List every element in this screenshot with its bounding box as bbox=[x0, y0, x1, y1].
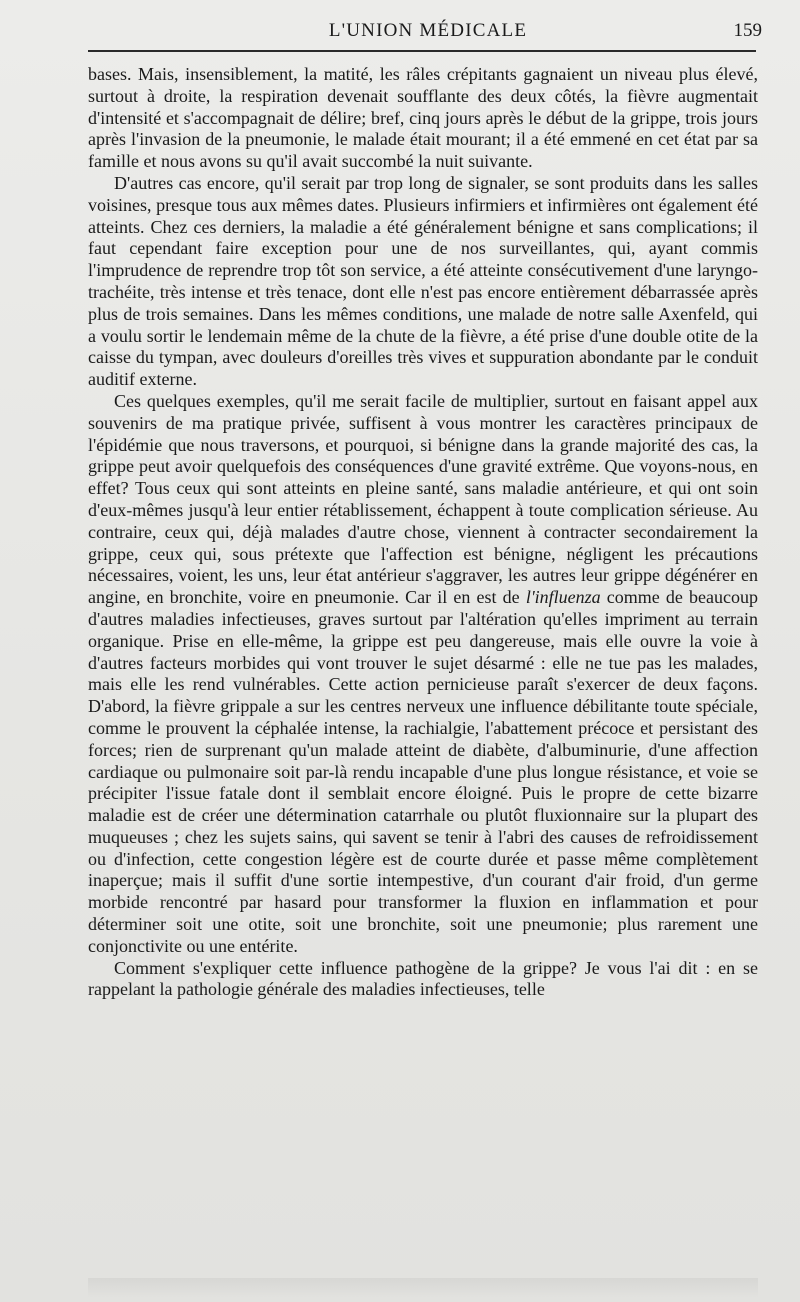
page-header bbox=[88, 18, 768, 48]
paragraph-text: comme de beaucoup d'autres maladies infectieuses, graves surtout par l'altération qu'elles impriment au terrain organique. Prise en elle-même, la grippe est peu dangereuse, mais elle ouvre la voie à d'autres facteurs morbides qui vont trouver le sujet désarmé : elle ne tue pas les malades, mais elle les rend vulnérables. Cette action pernicieuse paraît s'exercer de deux façons. D'abord, la fièvre grippale a sur les centres nerveux une influence débilitante toute spéciale, comme le prouvent la céphalée intense, la rachialgie, l'abattement précoce et persistant des forces; rien de surprenant qu'un malade atteint de diabète, d'albuminurie, d'une affection cardiaque ou pulmonaire soit par-là rendu incapable d'une plus longue résistance, et voie se précipiter l'issue fatale dont il semblait encore éloigné. Puis le propre de cette bizarre maladie est de créer une détermination catarrhale ou plutôt fluxionnaire sur la plupart des muqueuses ; chez les sujets sains, qui savent se tenir à l'abri des causes de refroidissement ou d'infection, cette congestion légère est de courte durée et passe même complètement inaperçue; mais il suffit d'une sortie intempestive, d'un courant d'air froid, d'un germe morbide rencontré par hasard pour transformer la fluxion en inflammation et pour déterminer soit une otite, soit une bronchite, soit une pneumonie; plus rarement une conjonctivite ou une entérite. bbox=[88, 587, 759, 956]
running-title: L'UNION MÉDICALE bbox=[328, 20, 528, 41]
page-number: 159 bbox=[733, 20, 762, 41]
paragraph-text: Ces quelques exemples, qu'il me serait facile de multiplier, surtout en faisant appel aux souvenirs de ma pratique privée, suffisent à vous montrer les caractères principaux de l'épidémie que nous traversons, et pourquoi, si bénigne dans la grande majorité des cas, la grippe peut avoir quelquefois des conséquences d'une gravité extrême. Que voyons-nous, en effet? Tous ceux qui sont atteints en pleine santé, sans maladie antérieure, et qui ont soin d'eux-mêmes jusqu'à leur entier rétablissement, échappent à toute complication sérieuse. Au contraire, ceux qui, déjà malades d'autre chose, viennent à contracter secondairement la grippe, ceux qui, sous prétexte que l'affection est bénigne, négligent les précautions nécessaires, voient, les uns, leur état antérieur s'aggraver, les autres leur grippe dégénérer en angine, en bronchite, voire en pneumonie. Car il en est de bbox=[88, 390, 758, 608]
paragraph: Comment s'expliquer cette influence pathogène de la grippe? Je vous l'ai dit : en se rappelant la pathologie générale des maladies infectieuses, telle bbox=[88, 957, 758, 1000]
paragraph: bases. Mais, insensiblement, la matité, les râles crépitants gagnaient un niveau plus élevé, surtout à droite, la respiration devenait soufflante des deux côtés, la fièvre augmentait d'intensité et s'accompagnait de délire; bref, cinq jours après le début de la grippe, trois jours après l'invasion de la pneumonie, le malade était mourant; il a été emmené en cet état par sa famille et nous avons su qu'il avait succombé la nuit suivante. bbox=[88, 64, 758, 172]
paragraph bbox=[88, 391, 758, 958]
italic-term: l'influenza bbox=[525, 587, 601, 608]
header-rule bbox=[88, 50, 756, 52]
paragraph: D'autres cas encore, qu'il serait par trop long de signaler, se sont produits dans les salles voisines, presque tous aux mêmes dates. Plusieurs infirmiers et infirmières ont également été atteints. Chez ces derniers, la maladie a été généralement bénigne et sans complications; il faut cependant faire exception pour une de nos surveillantes, qui, ayant commis l'imprudence de reprendre trop tôt son service, a été atteinte consécutivement d'une laryngo-trachéite, très intense et très tenace, dont elle n'est pas encore entièrement débarrassée après plus de trois semaines. Dans les mêmes conditions, une malade de notre salle Axenfeld, qui a voulu sortir le lendemain même de la chute de la fièvre, a été prise d'une double otite de la caisse du tympan, avec douleurs d'oreilles très vives et suppuration abondante par le conduit auditif externe. bbox=[88, 172, 758, 390]
body-text bbox=[88, 64, 758, 1001]
show-through-shadow bbox=[88, 1278, 758, 1298]
